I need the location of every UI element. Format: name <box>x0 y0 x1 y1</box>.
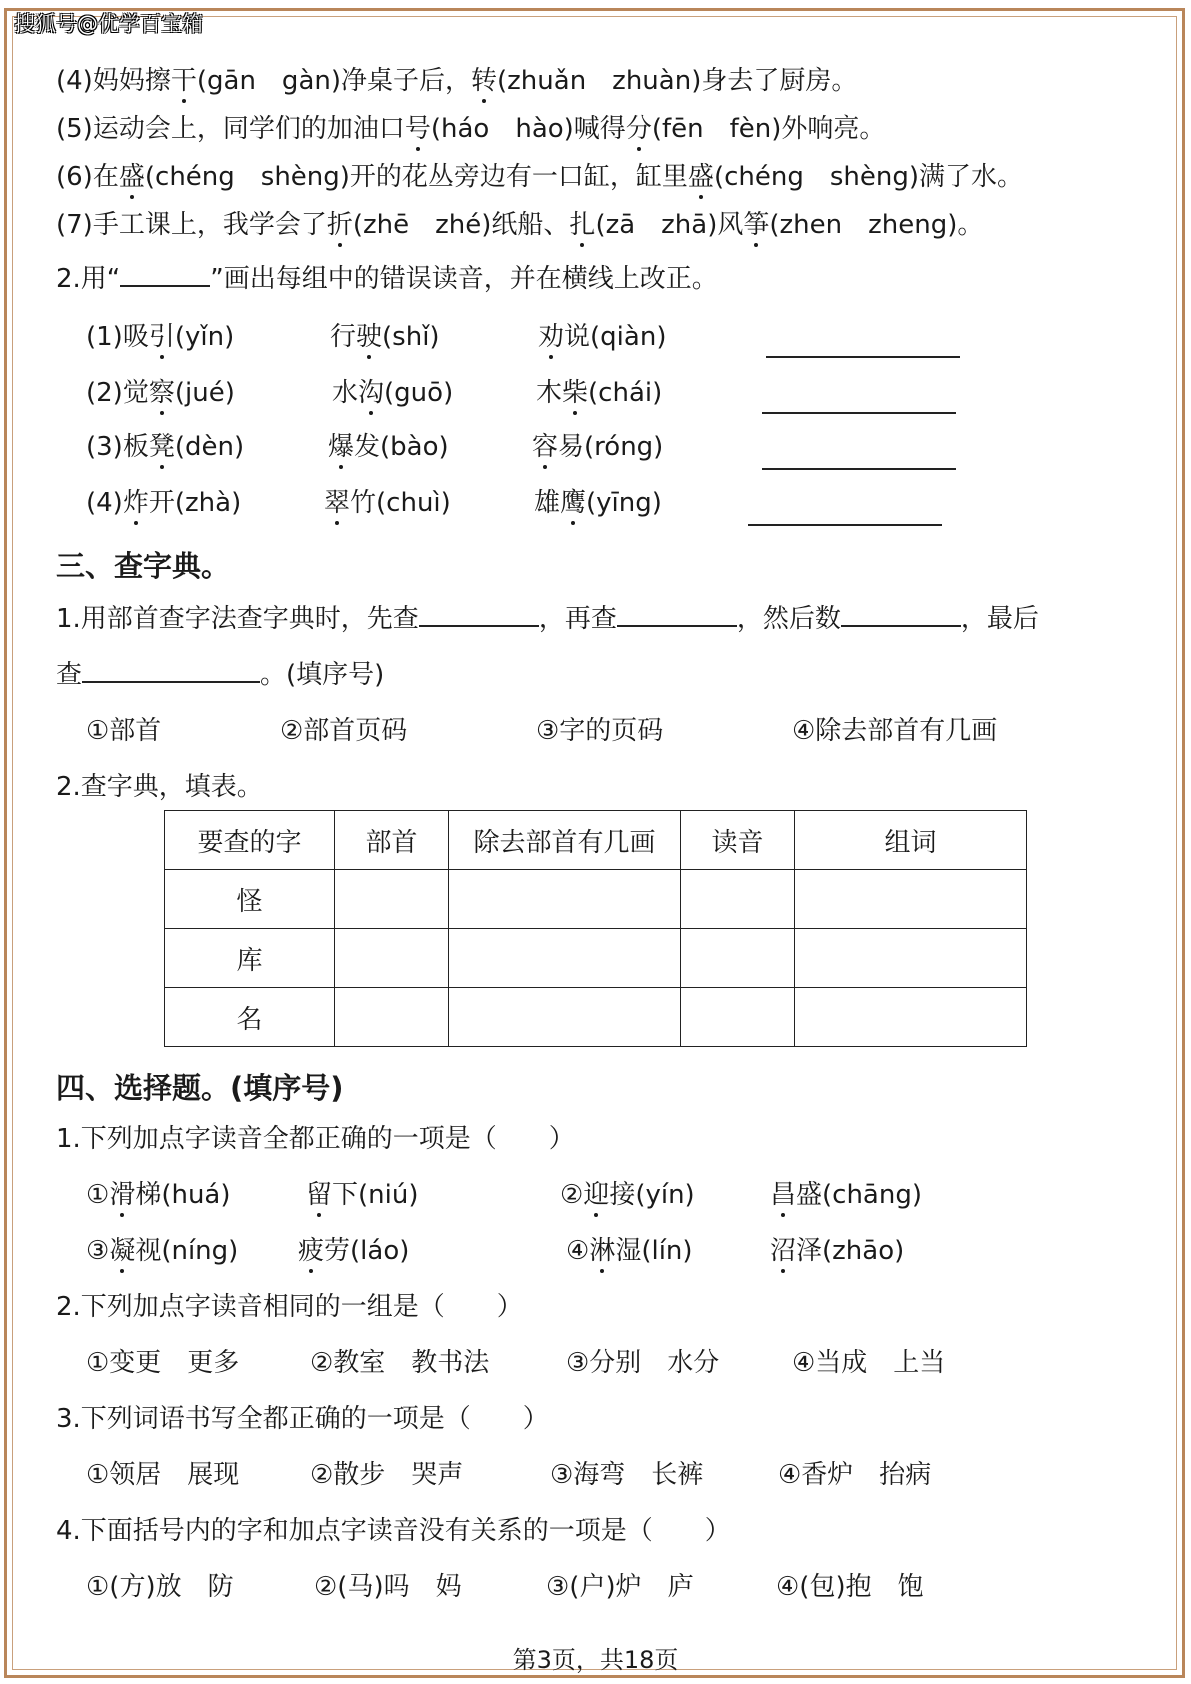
sec4-q1-opt: 昌盛(chāng) <box>770 1180 922 1210</box>
sec4-q1-opt: ④淋湿(lín) <box>566 1236 693 1266</box>
q1-item-5: (5)运动会上，同学们的加油口号(háo hào)喊得分(fēn fèn)外响亮。 <box>56 114 886 144</box>
table-cell-blank[interactable] <box>335 929 449 988</box>
underline-sample <box>120 284 210 287</box>
sec4-q3-opt: ③海弯 长裤 <box>550 1460 704 1490</box>
sec3-option-1: ①部首 <box>86 716 162 746</box>
q2-row4-col1: (4)炸开(zhà) <box>86 488 242 518</box>
sec4-q2-opt: ③分别 水分 <box>566 1348 720 1378</box>
q2-row4-col3: 雄鹰(yīng) <box>534 488 662 518</box>
sec4-q1-opt: 留下(niú) <box>306 1180 419 1210</box>
sec4-q2-opt: ②教室 教书法 <box>310 1348 490 1378</box>
sec4-q3: 3.下列词语书写全都正确的一项是（ ） <box>56 1404 549 1434</box>
table-cell-blank[interactable] <box>795 870 1027 929</box>
q2-row3-col1: (3)板凳(dèn) <box>86 432 245 462</box>
q2-row4-answer-line[interactable] <box>748 524 942 526</box>
q2-row1-col2: 行驶(shǐ) <box>330 322 440 352</box>
table-cell-blank[interactable] <box>681 988 795 1047</box>
q2-row1-col1: (1)吸引(yǐn) <box>86 322 235 352</box>
sec4-q4-opt: ③(户)炉 庐 <box>546 1572 694 1602</box>
q2-row2-col2: 水沟(guō) <box>332 378 454 408</box>
table-header-row <box>165 811 1027 870</box>
sec3-q2: 2.查字典，填表。 <box>56 772 263 802</box>
sec3-option-3: ③字的页码 <box>536 716 664 746</box>
q1-item-7: (7)手工课上，我学会了折(zhē zhé)纸船、扎(zā zhā)风筝(zhen zheng)。 <box>56 210 984 240</box>
sec3-option-2: ②部首页码 <box>280 716 408 746</box>
table-header: 除去部首有几画 <box>449 811 681 870</box>
table-header: 要查的字 <box>165 811 335 870</box>
sec4-q4-opt: ①(方)放 防 <box>86 1572 234 1602</box>
sec4-q3-opt: ②散步 哭声 <box>310 1460 464 1490</box>
table-char: 怪 <box>165 870 335 929</box>
table-cell-blank[interactable] <box>681 929 795 988</box>
table-char: 库 <box>165 929 335 988</box>
table-row <box>165 988 1027 1047</box>
q2-instruction: 2.用“ ”画出每组中的错误读音，并在横线上改正。 <box>56 264 718 294</box>
sec4-q1-opt: ②迎接(yín) <box>560 1180 695 1210</box>
sec4-q1: 1.下列加点字读音全都正确的一项是（ ） <box>56 1124 575 1154</box>
watermark: 搜狐号@优学百宝箱 <box>14 12 203 36</box>
table-cell-blank[interactable] <box>795 988 1027 1047</box>
table-char: 名 <box>165 988 335 1047</box>
sec4-q4-opt: ④(包)抱 饱 <box>776 1572 924 1602</box>
section-4-heading: 四、选择题。(填序号) <box>56 1071 344 1105</box>
sec4-q1-opt: 沼泽(zhāo) <box>770 1236 905 1266</box>
sec4-q2: 2.下列加点字读音相同的一组是（ ） <box>56 1292 523 1322</box>
q2-row3-col2: 爆发(bào) <box>328 432 449 462</box>
table-cell-blank[interactable] <box>449 870 681 929</box>
page-footer: 第3页，共18页 <box>512 1646 679 1674</box>
table-cell-blank[interactable] <box>335 988 449 1047</box>
dictionary-table <box>164 810 1027 1047</box>
sec4-q4-opt: ②(马)吗 妈 <box>314 1572 462 1602</box>
sec3-q1-line1: 1.用部首查字法查字典时，先查 ，再查 ，然后数 ，最后 <box>56 604 1039 634</box>
sec3-q1-blank4[interactable] <box>82 680 260 683</box>
sec3-q1-line2: 查 。(填序号) <box>56 660 385 690</box>
table-header: 部首 <box>335 811 449 870</box>
sec4-q1-opt: ③凝视(níng) <box>86 1236 239 1266</box>
q1-item-4: (4)妈妈擦干(gān gàn)净桌子后，转(zhuǎn zhuàn)身去了厨房。 <box>56 66 858 96</box>
sec3-option-4: ④除去部首有几画 <box>792 716 998 746</box>
sec4-q3-opt: ④香炉 抬病 <box>778 1460 932 1490</box>
table-header: 读音 <box>681 811 795 870</box>
table-row <box>165 929 1027 988</box>
sec4-q1-opt: ①滑梯(huá) <box>86 1180 231 1210</box>
table-cell-blank[interactable] <box>681 870 795 929</box>
table-row <box>165 870 1027 929</box>
q1-item-6: (6)在盛(chéng shèng)开的花丛旁边有一口缸，缸里盛(chéng shèng)满了水。 <box>56 162 1023 192</box>
table-header: 组词 <box>795 811 1027 870</box>
sec4-q2-opt: ④当成 上当 <box>792 1348 946 1378</box>
q2-row1-answer-line[interactable] <box>766 356 960 358</box>
sec3-q1-blank1[interactable] <box>419 624 539 627</box>
q2-row3-col3: 容易(róng) <box>532 432 664 462</box>
sec3-q1-blank2[interactable] <box>617 624 737 627</box>
q2-row3-answer-line[interactable] <box>762 468 956 470</box>
sec3-q1-blank3[interactable] <box>841 624 961 627</box>
table-cell-blank[interactable] <box>449 988 681 1047</box>
sec4-q3-opt: ①领居 展现 <box>86 1460 240 1490</box>
sec4-q1-opt: 疲劳(láo) <box>298 1236 410 1266</box>
q2-row2-col3: 木柴(chái) <box>536 378 663 408</box>
q2-row2-answer-line[interactable] <box>762 412 956 414</box>
sec4-q2-opt: ①变更 更多 <box>86 1348 240 1378</box>
table-cell-blank[interactable] <box>795 929 1027 988</box>
sec4-q4: 4.下面括号内的字和加点字读音没有关系的一项是（ ） <box>56 1516 731 1546</box>
section-3-heading: 三、查字典。 <box>56 549 231 583</box>
table-cell-blank[interactable] <box>335 870 449 929</box>
table-cell-blank[interactable] <box>449 929 681 988</box>
q2-row4-col2: 翠竹(chuì) <box>324 488 451 518</box>
q2-row1-col3: 劝说(qiàn) <box>538 322 667 352</box>
q2-row2-col1: (2)觉察(jué) <box>86 378 235 408</box>
